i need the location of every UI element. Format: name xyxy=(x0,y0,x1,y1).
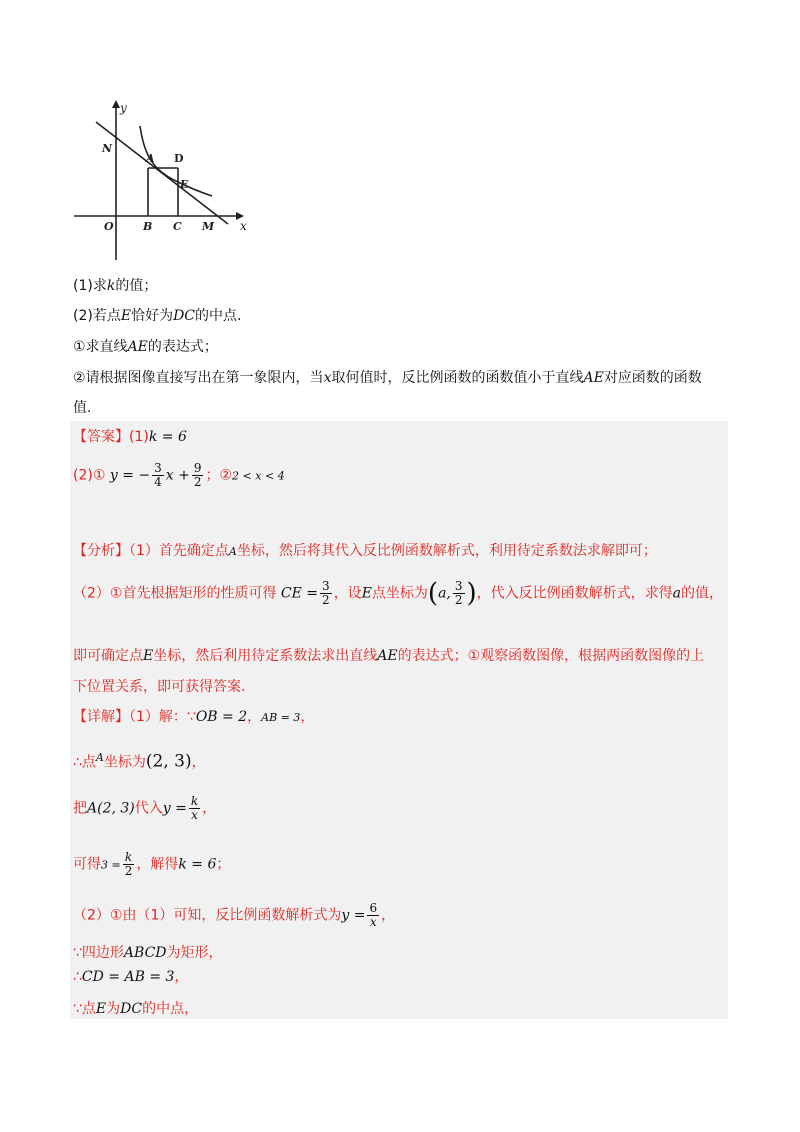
coordinate-figure xyxy=(68,96,248,266)
detail-line-7: ∴CD = AB = 3， xyxy=(73,969,189,985)
answer-line-2: (2)① y = − $\frac{3}{4}$ x + $\frac{9}{2}$ ；②2 < x < 4 xyxy=(73,461,285,489)
answer-line-1: 【答案】(1)k = 6 xyxy=(73,429,187,445)
fraction-3-2: $\frac{3}{2}$ xyxy=(322,579,330,607)
label-e: E xyxy=(180,178,189,191)
label-y: y xyxy=(120,101,127,115)
y-axis-arrow xyxy=(112,100,120,108)
detail-line-3: 把A(2, 3)代入y = $\frac{k}{x}$ ， xyxy=(73,794,217,822)
question-1: (1)求k的值； xyxy=(73,278,158,294)
fraction-9-2: $\frac{9}{2}$ xyxy=(193,461,202,489)
fraction-k-x: $\frac{k}{x}$ xyxy=(190,794,199,822)
label-o: O xyxy=(104,220,114,233)
detail-line-2: ∴点$^A$坐标为(2, 3)， xyxy=(73,751,206,772)
fraction-3-4: $\frac{3}{4}$ xyxy=(154,461,162,489)
fraction-6-x: $\frac{6}{x}$ xyxy=(369,901,378,929)
fraction-coord-3-2: $\frac{3}{2}$ xyxy=(454,579,463,607)
analysis-line-1: 【分析】（1）首先确定点A坐标，然后将其代入反比例函数解析式，利用待定系数法求解即可； xyxy=(73,543,657,559)
detail-line-4: 可得3 = $\frac{k}{2}$ ，解得k = 6； xyxy=(73,850,231,878)
label-n: N xyxy=(102,142,113,155)
label-c: C xyxy=(173,220,182,233)
label-b: B xyxy=(143,220,153,233)
label-a: A xyxy=(146,152,155,165)
analysis-line-3: 即可确定点E坐标，然后利用待定系数法求出直线AE的表达式；①观察函数图像，根据两函数图像的上 xyxy=(73,648,705,664)
question-2b: ②请根据图像直接写出在第一象限内，当x取何值时，反比例函数的函数值小于直线AE对应函数的函数 xyxy=(73,370,702,386)
label-d: D xyxy=(174,152,184,165)
detail-line-8: ∵点E为DC的中点， xyxy=(73,1001,199,1017)
question-2: (2)若点E恰好为DC的中点. xyxy=(73,308,242,324)
detail-line-5: （2）①由（1）可知，反比例函数解析式为y = $\frac{6}{x}$ ， xyxy=(73,901,396,929)
label-m: M xyxy=(202,220,215,233)
analysis-line-4: 下位置关系，即可获得答案. xyxy=(73,679,246,695)
question-2b-cont: 值. xyxy=(73,400,92,416)
fraction-k-2: $\frac{k}{2}$ xyxy=(124,850,133,878)
detail-line-6: ∵四边形ABCD为矩形， xyxy=(73,945,223,961)
analysis-line-2: （2）①首先根据矩形的性质可得 CE = $\frac{3}{2}$ ，设E点坐标为(a, $\frac{3}{2}$ )，代入反比例函数解析式，求得a的值， xyxy=(73,578,724,609)
question-2a: ①求直线AE的表达式； xyxy=(73,339,218,355)
detail-line-1: 【详解】（1）解：∵OB = 2，AB = 3， xyxy=(73,709,315,725)
label-x: x xyxy=(240,219,247,233)
